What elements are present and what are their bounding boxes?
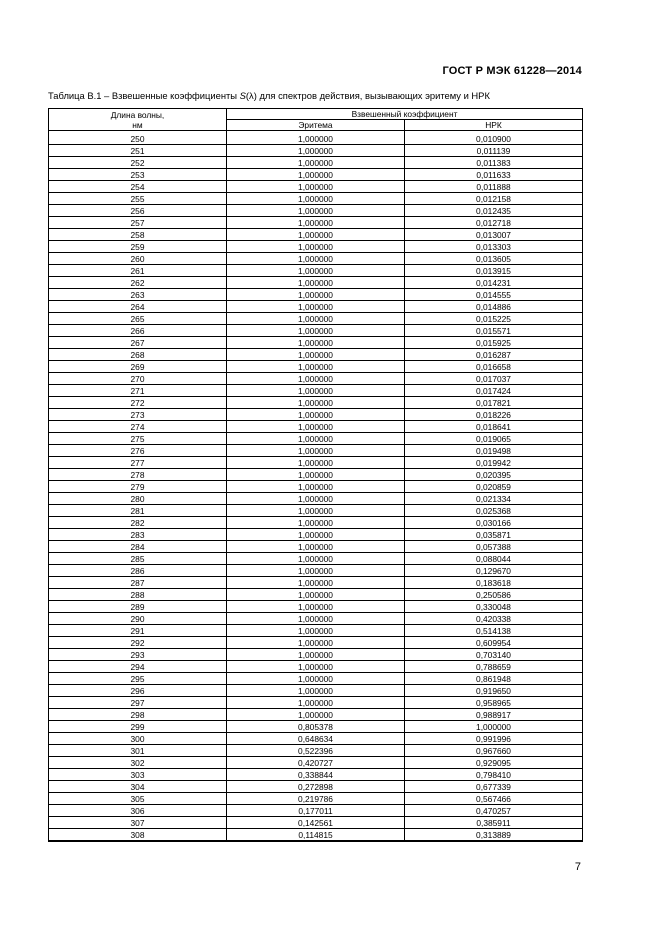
table-row xyxy=(49,409,583,421)
cell-wavelength: 265 xyxy=(49,313,227,325)
table-row xyxy=(49,169,583,181)
table-row xyxy=(49,337,583,349)
cell-wavelength: 264 xyxy=(49,301,227,313)
cell-erythema: 1,000000 xyxy=(227,337,405,349)
cell-erythema: 1,000000 xyxy=(227,445,405,457)
cell-erythema: 1,000000 xyxy=(227,709,405,721)
cell-nrk: 0,019498 xyxy=(405,445,583,457)
table-row xyxy=(49,421,583,433)
cell-nrk: 0,420338 xyxy=(405,613,583,625)
cell-nrk: 0,011139 xyxy=(405,145,583,157)
cell-wavelength: 304 xyxy=(49,781,227,793)
table-caption xyxy=(48,90,490,101)
table-row xyxy=(49,217,583,229)
cell-wavelength: 254 xyxy=(49,181,227,193)
cell-nrk: 0,017424 xyxy=(405,385,583,397)
cell-nrk: 0,015925 xyxy=(405,337,583,349)
cell-wavelength: 271 xyxy=(49,385,227,397)
cell-wavelength: 301 xyxy=(49,745,227,757)
cell-nrk: 0,013915 xyxy=(405,265,583,277)
cell-erythema: 1,000000 xyxy=(227,157,405,169)
cell-nrk: 0,703140 xyxy=(405,649,583,661)
cell-erythema: 1,000000 xyxy=(227,373,405,385)
cell-erythema: 0,648634 xyxy=(227,733,405,745)
cell-nrk: 0,788659 xyxy=(405,661,583,673)
cell-nrk: 0,016287 xyxy=(405,349,583,361)
table-row xyxy=(49,133,583,145)
cell-wavelength: 277 xyxy=(49,457,227,469)
cell-wavelength: 253 xyxy=(49,169,227,181)
cell-wavelength: 274 xyxy=(49,421,227,433)
cell-wavelength: 275 xyxy=(49,433,227,445)
cell-wavelength: 252 xyxy=(49,157,227,169)
table-body xyxy=(49,133,583,842)
cell-wavelength: 255 xyxy=(49,193,227,205)
table-row xyxy=(49,241,583,253)
cell-wavelength: 257 xyxy=(49,217,227,229)
cell-wavelength: 276 xyxy=(49,445,227,457)
table-row xyxy=(49,445,583,457)
table-row xyxy=(49,193,583,205)
table-row xyxy=(49,589,583,601)
cell-erythema: 1,000000 xyxy=(227,193,405,205)
table-row xyxy=(49,625,583,637)
cell-nrk: 0,919650 xyxy=(405,685,583,697)
table-row xyxy=(49,517,583,529)
table-row xyxy=(49,277,583,289)
table-row xyxy=(49,829,583,842)
cell-wavelength: 258 xyxy=(49,229,227,241)
cell-nrk: 0,330048 xyxy=(405,601,583,613)
cell-wavelength: 262 xyxy=(49,277,227,289)
cell-erythema: 1,000000 xyxy=(227,673,405,685)
table-row xyxy=(49,697,583,709)
cell-wavelength: 256 xyxy=(49,205,227,217)
cell-erythema: 1,000000 xyxy=(227,421,405,433)
cell-erythema: 1,000000 xyxy=(227,385,405,397)
cell-nrk: 0,015225 xyxy=(405,313,583,325)
cell-nrk: 0,929095 xyxy=(405,757,583,769)
cell-wavelength: 287 xyxy=(49,577,227,589)
cell-nrk: 0,385911 xyxy=(405,817,583,829)
cell-erythema: 1,000000 xyxy=(227,601,405,613)
table-row xyxy=(49,817,583,829)
table-row xyxy=(49,253,583,265)
cell-wavelength: 289 xyxy=(49,601,227,613)
cell-nrk: 0,514138 xyxy=(405,625,583,637)
cell-nrk: 0,035871 xyxy=(405,529,583,541)
table-row xyxy=(49,313,583,325)
header-wavelength xyxy=(49,109,227,131)
cell-wavelength: 300 xyxy=(49,733,227,745)
cell-nrk: 0,010900 xyxy=(405,133,583,145)
cell-wavelength: 290 xyxy=(49,613,227,625)
cell-erythema: 1,000000 xyxy=(227,661,405,673)
cell-erythema: 1,000000 xyxy=(227,457,405,469)
cell-nrk: 0,991996 xyxy=(405,733,583,745)
cell-nrk: 0,016658 xyxy=(405,361,583,373)
cell-nrk: 0,020395 xyxy=(405,469,583,481)
cell-erythema: 0,114815 xyxy=(227,829,405,842)
cell-erythema: 1,000000 xyxy=(227,325,405,337)
cell-nrk: 0,313889 xyxy=(405,829,583,842)
cell-nrk: 0,018641 xyxy=(405,421,583,433)
cell-erythema: 1,000000 xyxy=(227,349,405,361)
cell-erythema: 1,000000 xyxy=(227,277,405,289)
cell-wavelength: 306 xyxy=(49,805,227,817)
cell-wavelength: 293 xyxy=(49,649,227,661)
cell-erythema: 1,000000 xyxy=(227,493,405,505)
cell-erythema: 1,000000 xyxy=(227,505,405,517)
cell-wavelength: 278 xyxy=(49,469,227,481)
cell-nrk: 0,013303 xyxy=(405,241,583,253)
cell-erythema: 1,000000 xyxy=(227,637,405,649)
table-row xyxy=(49,361,583,373)
cell-nrk: 0,014555 xyxy=(405,289,583,301)
cell-erythema: 1,000000 xyxy=(227,577,405,589)
cell-erythema: 1,000000 xyxy=(227,517,405,529)
cell-erythema: 1,000000 xyxy=(227,589,405,601)
cell-nrk: 0,017821 xyxy=(405,397,583,409)
cell-nrk: 0,019065 xyxy=(405,433,583,445)
table-row xyxy=(49,289,583,301)
cell-erythema: 1,000000 xyxy=(227,613,405,625)
cell-wavelength: 285 xyxy=(49,553,227,565)
table-row xyxy=(49,577,583,589)
cell-erythema: 1,000000 xyxy=(227,313,405,325)
table-row xyxy=(49,373,583,385)
table-row xyxy=(49,637,583,649)
cell-nrk: 0,183618 xyxy=(405,577,583,589)
table-row xyxy=(49,145,583,157)
table-row xyxy=(49,301,583,313)
caption-prefix: Таблица В.1 – Взвешенные коэффициенты xyxy=(48,90,240,101)
cell-erythema: 1,000000 xyxy=(227,409,405,421)
cell-wavelength: 291 xyxy=(49,625,227,637)
header-weighted-coefficient: Взвешенный коэффициент xyxy=(227,109,583,120)
cell-nrk: 0,014231 xyxy=(405,277,583,289)
cell-nrk: 0,021334 xyxy=(405,493,583,505)
table-row xyxy=(49,493,583,505)
cell-erythema: 1,000000 xyxy=(227,301,405,313)
cell-nrk: 0,030166 xyxy=(405,517,583,529)
table-row xyxy=(49,481,583,493)
table-row xyxy=(49,601,583,613)
cell-nrk: 0,567466 xyxy=(405,793,583,805)
caption-symbol: S xyxy=(239,90,246,101)
cell-nrk: 0,011633 xyxy=(405,169,583,181)
header-wavelength-line1: Длина волны, xyxy=(110,109,165,120)
table-row xyxy=(49,757,583,769)
cell-nrk: 0,020859 xyxy=(405,481,583,493)
cell-wavelength: 297 xyxy=(49,697,227,709)
cell-nrk: 0,018226 xyxy=(405,409,583,421)
cell-wavelength: 308 xyxy=(49,829,227,842)
table-row xyxy=(49,661,583,673)
table-row xyxy=(49,781,583,793)
table-row xyxy=(49,685,583,697)
cell-erythema: 1,000000 xyxy=(227,361,405,373)
cell-wavelength: 288 xyxy=(49,589,227,601)
cell-wavelength: 303 xyxy=(49,769,227,781)
table-row xyxy=(49,397,583,409)
cell-wavelength: 269 xyxy=(49,361,227,373)
table-row xyxy=(49,565,583,577)
table-row xyxy=(49,733,583,745)
table-row xyxy=(49,541,583,553)
cell-erythema: 1,000000 xyxy=(227,205,405,217)
cell-nrk: 0,967660 xyxy=(405,745,583,757)
cell-erythema: 0,805378 xyxy=(227,721,405,733)
cell-wavelength: 270 xyxy=(49,373,227,385)
cell-wavelength: 279 xyxy=(49,481,227,493)
cell-nrk: 0,014886 xyxy=(405,301,583,313)
cell-wavelength: 302 xyxy=(49,757,227,769)
table-row xyxy=(49,205,583,217)
cell-erythema: 1,000000 xyxy=(227,565,405,577)
table-row xyxy=(49,529,583,541)
table-row xyxy=(49,469,583,481)
table-row xyxy=(49,433,583,445)
table-row xyxy=(49,805,583,817)
cell-nrk: 0,012718 xyxy=(405,217,583,229)
table-row xyxy=(49,613,583,625)
cell-erythema: 1,000000 xyxy=(227,541,405,553)
table-row xyxy=(49,793,583,805)
cell-erythema: 1,000000 xyxy=(227,553,405,565)
table-row xyxy=(49,157,583,169)
cell-wavelength: 299 xyxy=(49,721,227,733)
cell-wavelength: 296 xyxy=(49,685,227,697)
cell-nrk: 1,000000 xyxy=(405,721,583,733)
weighted-coefficients-table xyxy=(48,108,583,842)
cell-wavelength: 272 xyxy=(49,397,227,409)
table-row xyxy=(49,265,583,277)
page-number: 7 xyxy=(574,861,581,873)
cell-nrk: 0,988917 xyxy=(405,709,583,721)
cell-nrk: 0,015571 xyxy=(405,325,583,337)
cell-nrk: 0,057388 xyxy=(405,541,583,553)
cell-nrk: 0,677339 xyxy=(405,781,583,793)
cell-nrk: 0,088044 xyxy=(405,553,583,565)
cell-wavelength: 292 xyxy=(49,637,227,649)
cell-nrk: 0,609954 xyxy=(405,637,583,649)
cell-wavelength: 263 xyxy=(49,289,227,301)
cell-wavelength: 284 xyxy=(49,541,227,553)
cell-wavelength: 283 xyxy=(49,529,227,541)
cell-erythema: 0,338844 xyxy=(227,769,405,781)
cell-erythema: 1,000000 xyxy=(227,433,405,445)
table-row xyxy=(49,229,583,241)
cell-nrk: 0,861948 xyxy=(405,673,583,685)
table-row xyxy=(49,769,583,781)
cell-wavelength: 298 xyxy=(49,709,227,721)
cell-erythema: 0,522396 xyxy=(227,745,405,757)
cell-erythema: 1,000000 xyxy=(227,169,405,181)
cell-nrk: 0,250586 xyxy=(405,589,583,601)
cell-erythema: 1,000000 xyxy=(227,229,405,241)
header-nrk: НРК xyxy=(405,120,583,131)
cell-wavelength: 295 xyxy=(49,673,227,685)
cell-nrk: 0,798410 xyxy=(405,769,583,781)
table-row xyxy=(49,553,583,565)
table-row xyxy=(49,505,583,517)
header-erythema: Эритема xyxy=(227,120,405,131)
cell-nrk: 0,012435 xyxy=(405,205,583,217)
cell-wavelength: 250 xyxy=(49,133,227,145)
cell-erythema: 1,000000 xyxy=(227,697,405,709)
cell-wavelength: 282 xyxy=(49,517,227,529)
cell-wavelength: 260 xyxy=(49,253,227,265)
cell-erythema: 1,000000 xyxy=(227,133,405,145)
table-header xyxy=(49,109,583,134)
cell-wavelength: 267 xyxy=(49,337,227,349)
cell-erythema: 0,219786 xyxy=(227,793,405,805)
cell-erythema: 1,000000 xyxy=(227,649,405,661)
cell-wavelength: 294 xyxy=(49,661,227,673)
cell-nrk: 0,019942 xyxy=(405,457,583,469)
cell-nrk: 0,013605 xyxy=(405,253,583,265)
cell-erythema: 1,000000 xyxy=(227,217,405,229)
cell-wavelength: 273 xyxy=(49,409,227,421)
table-row xyxy=(49,649,583,661)
cell-nrk: 0,011888 xyxy=(405,181,583,193)
table-row xyxy=(49,709,583,721)
table-row xyxy=(49,181,583,193)
table-row xyxy=(49,673,583,685)
table-row xyxy=(49,385,583,397)
cell-wavelength: 305 xyxy=(49,793,227,805)
table-row xyxy=(49,721,583,733)
cell-wavelength: 286 xyxy=(49,565,227,577)
table-row xyxy=(49,325,583,337)
cell-erythema: 1,000000 xyxy=(227,265,405,277)
cell-wavelength: 307 xyxy=(49,817,227,829)
cell-nrk: 0,011383 xyxy=(405,157,583,169)
caption-suffix: (λ) для спектров действия, вызывающих эритему и НРК xyxy=(245,90,490,101)
cell-erythema: 1,000000 xyxy=(227,289,405,301)
cell-erythema: 1,000000 xyxy=(227,397,405,409)
header-wavelength-line2: нм xyxy=(132,119,143,130)
cell-wavelength: 280 xyxy=(49,493,227,505)
cell-erythema: 0,272898 xyxy=(227,781,405,793)
table-row xyxy=(49,745,583,757)
cell-nrk: 0,129670 xyxy=(405,565,583,577)
cell-nrk: 0,013007 xyxy=(405,229,583,241)
cell-wavelength: 268 xyxy=(49,349,227,361)
cell-nrk: 0,470257 xyxy=(405,805,583,817)
cell-erythema: 1,000000 xyxy=(227,469,405,481)
cell-erythema: 1,000000 xyxy=(227,529,405,541)
cell-erythema: 1,000000 xyxy=(227,625,405,637)
cell-erythema: 1,000000 xyxy=(227,145,405,157)
cell-erythema: 1,000000 xyxy=(227,481,405,493)
cell-wavelength: 251 xyxy=(49,145,227,157)
cell-nrk: 0,017037 xyxy=(405,373,583,385)
cell-erythema: 0,420727 xyxy=(227,757,405,769)
table-row xyxy=(49,457,583,469)
document-standard-id: ГОСТ Р МЭК 61228—2014 xyxy=(442,65,582,77)
cell-erythema: 1,000000 xyxy=(227,241,405,253)
cell-wavelength: 266 xyxy=(49,325,227,337)
cell-nrk: 0,958965 xyxy=(405,697,583,709)
cell-erythema: 1,000000 xyxy=(227,181,405,193)
cell-wavelength: 281 xyxy=(49,505,227,517)
cell-erythema: 1,000000 xyxy=(227,685,405,697)
cell-erythema: 1,000000 xyxy=(227,253,405,265)
cell-wavelength: 259 xyxy=(49,241,227,253)
cell-erythema: 0,142561 xyxy=(227,817,405,829)
table-row xyxy=(49,349,583,361)
cell-nrk: 0,012158 xyxy=(405,193,583,205)
cell-erythema: 0,177011 xyxy=(227,805,405,817)
cell-wavelength: 261 xyxy=(49,265,227,277)
cell-nrk: 0,025368 xyxy=(405,505,583,517)
